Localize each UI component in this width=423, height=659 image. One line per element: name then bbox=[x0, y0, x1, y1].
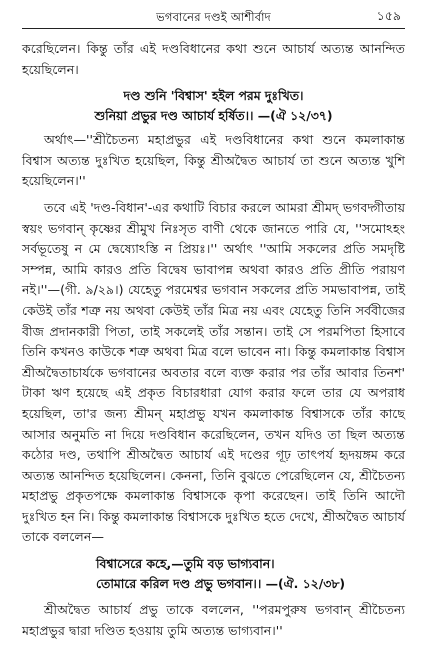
verse-translation: অর্থাৎ—''শ্রীচৈতন্য মহাপ্রভুর এই দণ্ডবিধানের কথা শুনে কমলাকান্ত বিশ্বাস অত্যন্ত দুঃখিত হয়েছিল, কিন্তু শ্রীঅদ্বৈত আচার্য তা শুনে অত্যন্ত খুশি হয়েছিলেন।'' bbox=[22, 132, 405, 189]
verse-block bbox=[22, 554, 405, 594]
paragraph-continuation: করেছিলেন। কিন্তু তাঁর এই দণ্ডবিধানের কথা শুনে আচার্য অত্যন্ত আনন্দিত হয়েছিলেন। bbox=[22, 41, 405, 77]
verse-block bbox=[22, 86, 405, 126]
verse-line: তোমারে করিল দণ্ড প্রভু ভগবান।। —(ঐ. ১২/৩৮) bbox=[96, 576, 346, 592]
paragraph-explanation: শ্রীঅদ্বৈত আচার্য প্রভু তাকে বললেন, ''পরমপুরুষ ভগবান্ শ্রীচৈতন্য মহাপ্রভুর দ্বারা দণ্ডিত হওয়ায় তুমি অত্যন্ত ভাগ্যবান।'' bbox=[22, 602, 405, 638]
running-title: ভগবানের দণ্ডই আশীর্বাদ bbox=[156, 10, 271, 24]
paragraph-commentary: তবে এই 'দণ্ড-বিধান'-এর কথাটি বিচার করলে আমরা শ্রীমদ্ ভগবদ্গীতায় স্বয়ং ভগবান্ কৃষ্ণের শ্রীমুখ নিঃসৃত বাণী থেকে জানতে পারি যে, ''সমোঽহং সর্বভূতেষু ন মে দ্বেষ্যোঽস্তি ন প্রিয়ঃ।'' অর্থাৎ ''আমি সকলের প্রতি সমদৃষ্টি সম্পন্ন, আমি কারও প্রতি বিদ্বেষ ভাবাপন্ন অথবা কারও প্রতি প্রীতি পরায়ণ নই।''—(গী. ৯/২৯।) যেহেতু পরমেশ্বর ভগবান সকলের প্রতি সমভাবাপন্ন, তাই কেউই তাঁর শত্রু নয় অথবা কেউই তাঁর মিত্র নয় এবং যেহেতু তিনি সর্ববীজের বীজ প্রদানকারী পিতা, তাই সকলেই তাঁর সন্তান। তাই সে পরমপিতা হিসাবে তিনি কখনও কাউকে শত্রু অথবা মিত্র বলে ভাবেন না। কিন্তু কমলাকান্ত বিশ্বাস শ্রীঅদ্বৈতাচার্যকে ভগবানের অবতার বলে ব্যক্ত করার পর তাঁর আবার তিনশ' টাকা ঋণ হয়েছে এই প্রকৃত বিচারধারা যোগ করার ফলে তার যে অপরাধ হয়েছিল, তা'র জন্য শ্রীমন্ মহাপ্রভু যখন কমলাকান্ত বিশ্বাসকে তাঁর কাছে আসার অনুমতি না দিয়ে দণ্ডবিধান করেছিলেন, তখন যদিও তা ছিল অত্যন্ত কঠোর দণ্ড, তথাপি শ্রীঅদ্বৈত আচার্য এই দণ্ডের গূঢ় তাৎপর্য হৃদয়ঙ্গম করে অত্যন্ত আনন্দিত হয়েছিলেন। কেননা, তিনি বুঝতে পেরেছিলেন যে, শ্রীচৈতন্য মহাপ্রভু প্রকৃতপক্ষে কমলাকান্ত বিশ্বাসকে কৃপা করেছেন। তাই তিনি আদৌ দুঃখিত হন নি। কিন্তু কমলাকান্ত বিশ্বাসকে দুঃখিত হতে দেখে, শ্রীঅদ্বৈত আচার্য তাকে বললেন— bbox=[22, 199, 405, 545]
page-number: ১৫৯ bbox=[376, 8, 401, 23]
running-header bbox=[22, 6, 405, 29]
verse-line: শুনিয়া প্রভুর দণ্ড আচার্য হর্ষিত।। —(ঐ ১২/৩৭) bbox=[94, 108, 333, 124]
page-body bbox=[22, 39, 405, 641]
verse-line: বিশ্বাসেরে কহে,—তুমি বড় ভাগ্যবান। bbox=[96, 556, 275, 572]
verse-line: দণ্ড শুনি 'বিশ্বাস' হইল পরম দুঃখিত। bbox=[123, 88, 304, 104]
